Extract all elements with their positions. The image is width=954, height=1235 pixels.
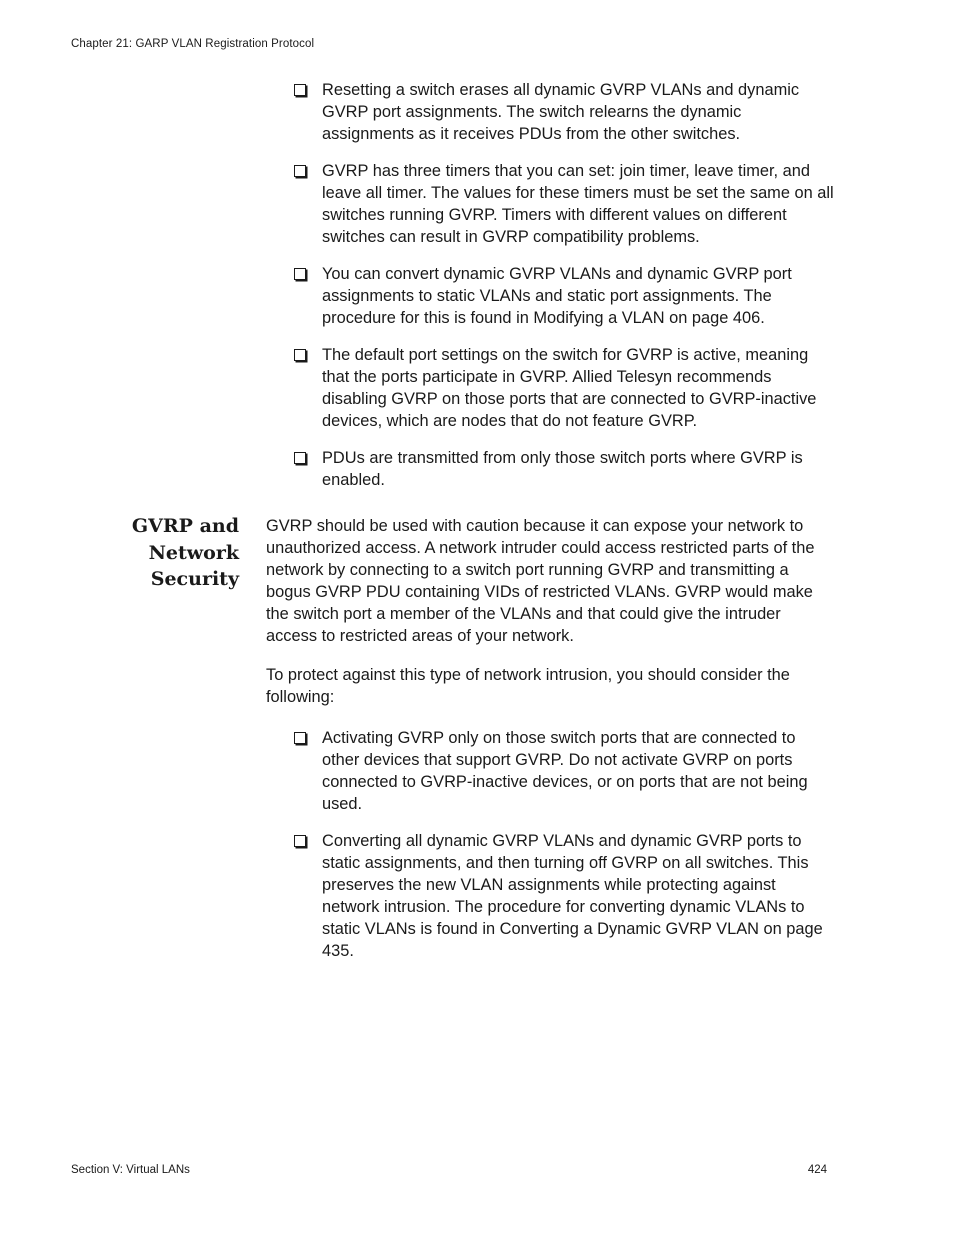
list-item xyxy=(294,344,834,432)
section-heading-line: Network xyxy=(148,541,239,564)
checkbox-bullet-icon xyxy=(294,349,306,361)
checkbox-bullet-icon xyxy=(294,268,306,280)
page-number: 424 xyxy=(807,1164,827,1176)
list-item xyxy=(294,830,834,962)
checkbox-bullet-icon xyxy=(294,165,306,177)
running-header: Chapter 21: GARP VLAN Registration Protocol xyxy=(71,38,315,50)
checkbox-bullet-icon xyxy=(294,732,306,744)
list-item-text: The default port settings on the switch for GVRP is active, meaning that the ports participate in GVRP. Allied Telesyn recommends disabling GVRP on those ports that are connected to GVRP-inactive devices, which are nodes that do not feature GVRP. xyxy=(322,346,817,430)
list-item-text: Activating GVRP only on those switch ports that are connected to other devices that support GVRP. Do not activate GVRP on ports connected to GVRP-inactive devices, or on ports that are not being used. xyxy=(322,729,808,813)
list-item xyxy=(294,79,834,145)
list-item-text: You can convert dynamic GVRP VLANs and dynamic GVRP port assignments to static VLANs and static port assignments. The procedure for this is found in Modifying a VLAN on page 406. xyxy=(322,265,792,327)
body-paragraph: GVRP should be used with caution because it can expose your network to unauthorized access. A network intruder could access restricted parts of the network by connecting to a switch port running GVRP and transmitting a bogus GVRP PDU containing VIDs of restricted VLANs. GVRP would make the switch port a member of the VLANs and that could give the intruder access to restricted areas of your network. xyxy=(266,517,815,645)
list-item xyxy=(294,263,834,329)
list-item xyxy=(294,727,834,815)
footer-section-label: Section V: Virtual LANs xyxy=(71,1164,190,1176)
considerations-list xyxy=(294,79,834,491)
section-heading-line: GVRP and xyxy=(131,515,239,537)
list-item xyxy=(294,447,834,491)
checkbox-bullet-icon xyxy=(294,835,306,847)
body-paragraph: To protect against this type of network intrusion, you should consider the following: xyxy=(266,666,790,706)
section-heading xyxy=(100,513,239,593)
checkbox-bullet-icon xyxy=(294,452,306,464)
list-item-text: GVRP has three timers that you can set: join timer, leave timer, and leave all timer. The values for these timers must be set the same on all switches running GVRP. Timers with different values on different switches can result in GVRP compatibility problems. xyxy=(322,162,834,246)
list-item-text: Converting all dynamic GVRP VLANs and dynamic GVRP ports to static assignments, and then turning off GVRP on all switches. This preserves the new VLAN assignments while protecting against network intrusion. The procedure for converting dynamic VLANs to static VLANs is found in Converting a Dynamic GVRP VLAN on page 435. xyxy=(322,832,823,960)
checkbox-bullet-icon xyxy=(294,84,306,96)
list-item-text: Resetting a switch erases all dynamic GVRP VLANs and dynamic GVRP port assignments. The switch relearns the dynamic assignments as it receives PDUs from the other switches. xyxy=(322,81,800,143)
section-heading-line: Security xyxy=(150,568,239,590)
list-item-text: PDUs are transmitted from only those switch ports where GVRP is enabled. xyxy=(322,449,803,489)
list-item xyxy=(294,160,834,248)
protection-list xyxy=(294,727,834,962)
